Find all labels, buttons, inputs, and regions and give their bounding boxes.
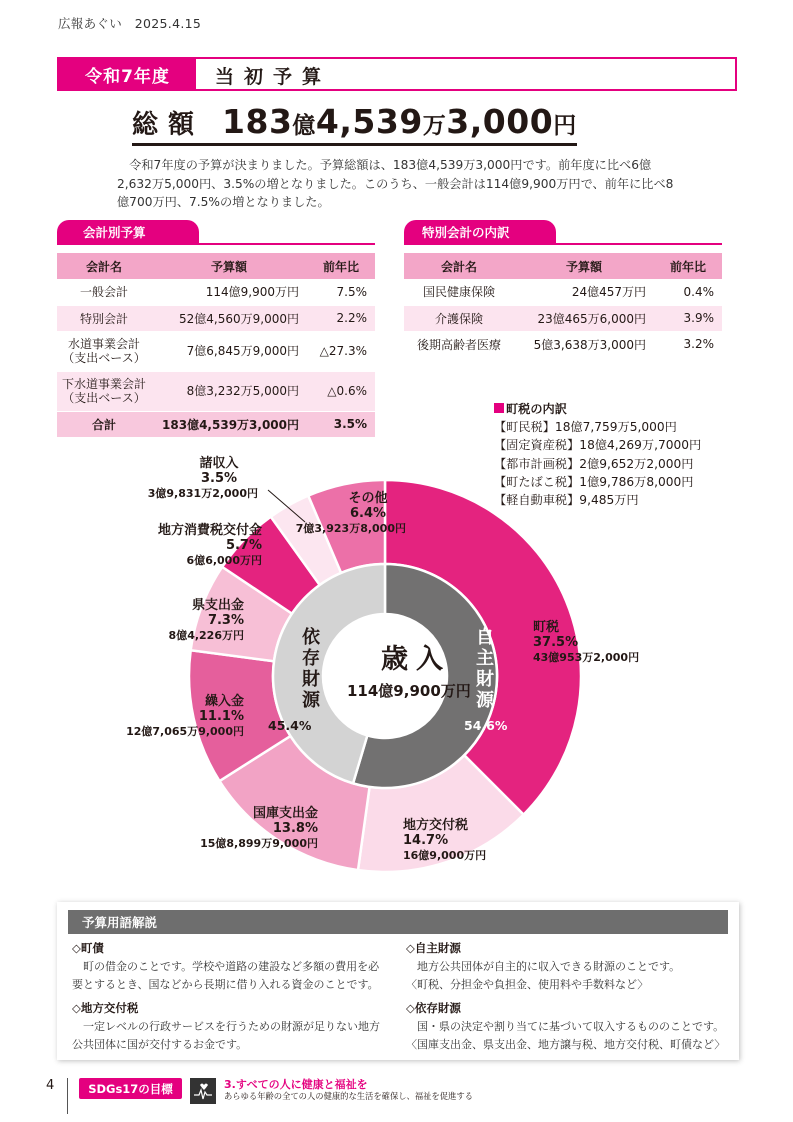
glossary-desc: 町の借金のことです。学校や道路の建設など多額の費用を必要とするとき、国などから長期に借り入れる資金のことです。 xyxy=(72,960,380,991)
glossary-term: ◇町債 xyxy=(72,941,104,955)
sdg-goal-3-icon xyxy=(190,1078,216,1104)
glossary-desc: 地方公共団体が自主的に収入できる財源のことです。 〈町税、分担金や負担金、使用料や手数料など〉 xyxy=(406,960,681,991)
table-row: 一般会計 114億9,900万円 7.5% xyxy=(57,279,375,305)
publication-header: 広報あぐい 2025.4.15 xyxy=(58,16,202,31)
page-number: 4 xyxy=(46,1078,55,1093)
inner-group-name: 依存財源 xyxy=(302,627,320,711)
table-row-total: 合計 183億4,539万3,000円 3.5% xyxy=(57,411,375,437)
sdgs-label: SDGs17の目標 xyxy=(79,1078,182,1099)
sdg-goal-title: 3.すべての人に健康と福祉を xyxy=(224,1078,368,1091)
col-header: 予算額 xyxy=(151,253,307,279)
slice-label: 繰入金 11.1% 12億7,065万9,000円 xyxy=(126,694,244,738)
donut-center xyxy=(323,614,447,738)
slice-label: その他 6.4% 7億3,923万8,000円 xyxy=(295,491,406,535)
list-item: 【町民税】18億7,759万5,000円 xyxy=(494,420,677,435)
list-item: 【固定資産税】18億4,269万,7000円 xyxy=(494,438,702,453)
col-header: 前年比 xyxy=(307,253,375,279)
glossary-desc: 国・県の決定や割り当てに基づいて収入するもののことです。 〈国庫支出金、県支出金、地方譲与税、地方交付税、町債など〉 xyxy=(406,1020,726,1051)
col-header: 前年比 xyxy=(654,253,722,279)
chart-center-amount: 114億9,900万円 xyxy=(347,682,471,700)
col-header: 会計名 xyxy=(404,253,514,279)
slice-label: 地方消費税交付金 5.7% 6億6,000万円 xyxy=(157,523,262,567)
glossary-term: ◇自主財源 xyxy=(406,941,461,955)
glossary-desc: 一定レベルの行政サービスを行うための財源が足りない地方公共団体に国が交付するお金です。 xyxy=(72,1020,380,1051)
list-item: 【町たばこ税】1億9,786万8,000円 xyxy=(494,474,694,489)
slice-label: 地方交付税 14.7% 16億9,000万円 xyxy=(403,818,487,862)
table-row: 特別会計 52億4,560万9,000円 2.2% xyxy=(57,305,375,331)
inner-group-percent: 54.6% xyxy=(464,718,508,733)
glossary-term: ◇地方交付税 xyxy=(72,1001,139,1015)
table-row: 介護保険 23億465万6,000円 3.9% xyxy=(404,305,722,331)
footer-divider xyxy=(67,1078,68,1114)
list-item: 【都市計画税】2億9,652万2,000円 xyxy=(494,456,694,471)
sdg-goal-desc: あらゆる年齢の全ての人の健康的な生活を確保し、福祉を促進する xyxy=(224,1091,473,1101)
total-amount: 183億4,539万3,000円 xyxy=(222,102,577,141)
slice-label: 諸収入 3.5% 3億9,831万2,000円 xyxy=(147,456,258,500)
page-title: 当初予算 xyxy=(215,66,332,88)
intro-text: 令和7年度の予算が決まりました。予算総額は、183億4,539万3,000円です。前年度に比べ6億2,632万5,000円、3.5%の増となりました。このうち、一般会計は114億9,900万円で、前年に比べ8億700万円、7.5%の増となりました。 xyxy=(117,158,674,209)
glossary-heading: 予算用語解説 xyxy=(68,910,728,934)
table-row: 後期高齢者医療 5億3,638万3,000円 3.2% xyxy=(404,331,722,357)
chart-center-title: 歳入 xyxy=(381,644,451,675)
accounts-heading: 会計別予算 xyxy=(57,220,199,243)
inner-group-percent: 45.4% xyxy=(268,718,312,733)
fiscal-year-tag: 令和7年度 xyxy=(59,59,196,89)
slice-label: 町税 37.5% 43億953万2,000円 xyxy=(533,620,640,664)
slice-label: 県支出金 7.3% 8億4,226万円 xyxy=(168,598,244,642)
slice-label: 国庫支出金 13.8% 15億8,899万9,000円 xyxy=(200,806,318,850)
special-heading: 特別会計の内訳 xyxy=(404,220,556,243)
col-header: 予算額 xyxy=(514,253,654,279)
table-row: 国民健康保険 24億457万円 0.4% xyxy=(404,279,722,305)
total-label: 総額 xyxy=(132,110,205,140)
table-row: 下水道事業会計 （支出ベース） 8億3,232万5,000円 △0.6% xyxy=(57,371,375,411)
inner-group-name: 自主財源 xyxy=(476,627,494,711)
glossary-term: ◇依存財源 xyxy=(406,1001,461,1015)
col-header: 会計名 xyxy=(57,253,151,279)
list-item: 【軽自動車税】9,485万円 xyxy=(494,493,639,508)
table-row: 水道事業会計 （支出ベース） 7億6,845万9,000円 △27.3% xyxy=(57,331,375,371)
town-tax-heading: 町税の内訳 xyxy=(506,402,567,416)
